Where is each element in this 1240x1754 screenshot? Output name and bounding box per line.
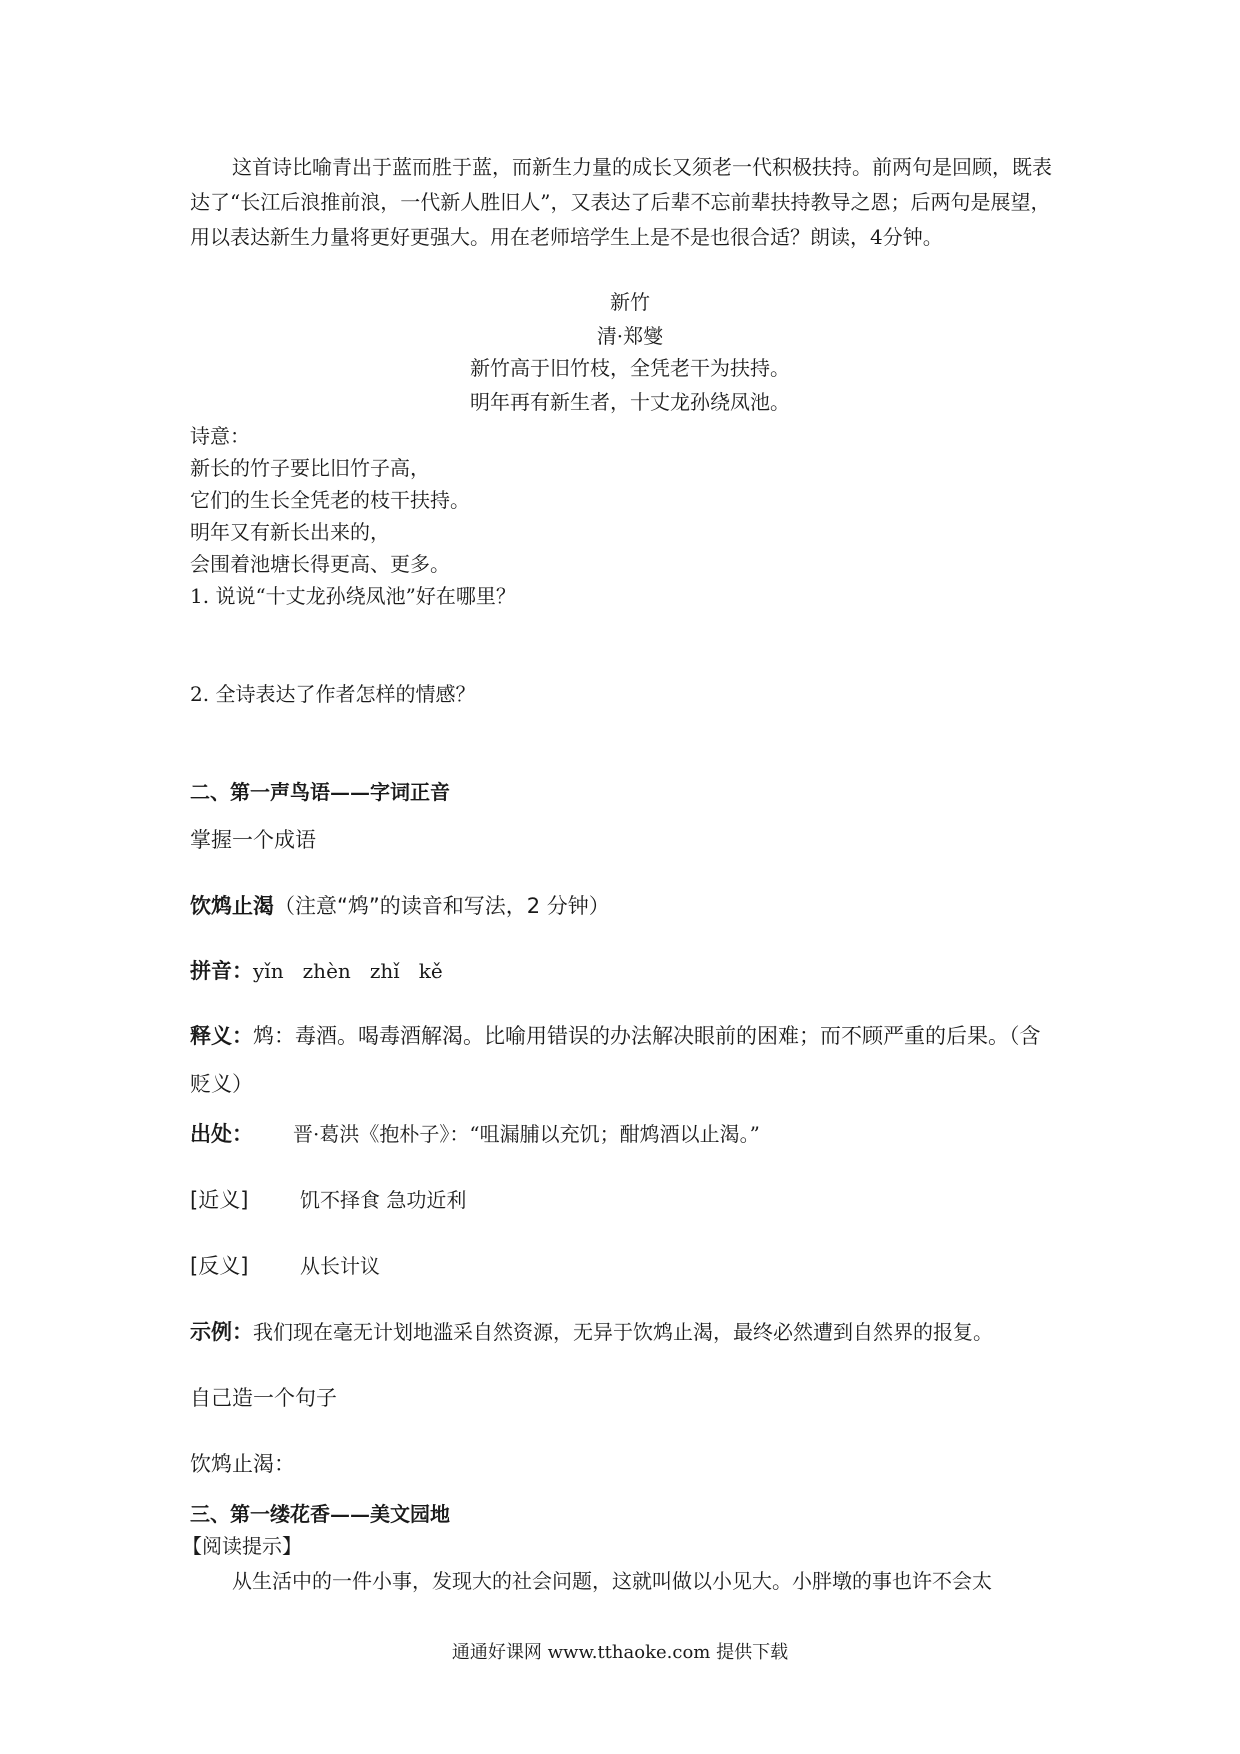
intro-paragraph: 这首诗比喻青出于蓝而胜于蓝，而新生力量的成长又须老一代积极扶持。前两句是回顾，既表达了“长江后浪推前浪，一代新人胜旧人”，又表达了后辈不忘前辈扶持教导之恩；后两句是展望，用以表达新生力量将更好更强大。用在老师培学生上是不是也很合适？朗读，4分钟。 (190, 155, 1052, 249)
reading-tip-text: 从生活中的一件小事，发现大的社会问题，这就叫做以小见大。小胖墩的事也许不会太 (232, 1569, 992, 1593)
section2-heading: 二、第一声鸟语——字词正音 (190, 780, 450, 804)
source-text: 晋·葛洪《抱朴子》：“咀漏脯以充饥；酣鸩酒以止渴。” (293, 1122, 760, 1146)
question-2: 2. 全诗表达了作者怎样的情感？ (190, 682, 476, 706)
poem-line: 明年再有新生者，十丈龙孙绕凤池。 (470, 390, 790, 414)
example-line (190, 1316, 1070, 1346)
meaning-line: 新长的竹子要比旧竹子高， (190, 456, 430, 480)
idiom-line (190, 890, 1070, 920)
idiom-term: 饮鸩止渴 (190, 894, 274, 918)
pinyin-value: yǐn zhèn zhǐ kě (253, 959, 443, 983)
page-footer: 通通好课网 www.tthaoke.com 提供下载 (451, 1642, 789, 1663)
question-1: 1. 说说“十丈龙孙绕凤池”好在哪里？ (190, 584, 516, 608)
meaning-line: 明年又有新长出来的， (190, 520, 390, 544)
antonym-label: [反义] (190, 1254, 249, 1278)
poem-author: 清·郑燮 (596, 324, 664, 348)
meaning-line-1 (190, 1020, 1070, 1050)
meaning-line: 它们的生长全凭老的枝干扶持。 (190, 488, 470, 512)
section3-heading: 三、第一缕花香——美文园地 (190, 1502, 450, 1526)
pinyin-label: 拼音： (190, 959, 253, 983)
meaning-line-2: 贬义） (190, 1072, 253, 1096)
source-line (190, 1118, 1070, 1148)
meaning-label: 释义： (190, 1024, 253, 1048)
antonym-line (190, 1250, 1070, 1280)
task-prompt: 饮鸩止渴： (190, 1452, 295, 1476)
poem-line: 新竹高于旧竹枝，全凭老干为扶持。 (470, 356, 790, 380)
poem-title: 新竹 (610, 290, 650, 314)
synonym-label: [近义] (190, 1188, 249, 1212)
antonym-text: 从长计议 (300, 1254, 380, 1278)
meaning-label: 诗意： (190, 424, 250, 448)
meaning-text: 鸩：毒酒。喝毒酒解渴。比喻用错误的办法解决眼前的困难；而不顾严重的后果。（含 (253, 1024, 1041, 1048)
synonym-text: 饥不择食 急功近利 (300, 1188, 467, 1212)
section2-subheading: 掌握一个成语 (190, 828, 316, 852)
meaning-line: 会围着池塘长得更高、更多。 (190, 552, 450, 576)
pinyin-line (190, 955, 1070, 985)
synonym-line (190, 1184, 1070, 1214)
example-label: 示例： (190, 1320, 253, 1344)
task-text: 自己造一个句子 (190, 1386, 337, 1410)
example-text: 我们现在毫无计划地滥采自然资源，无异于饮鸩止渴，最终必然遭到自然界的报复。 (253, 1320, 993, 1344)
reading-tip-label: 【阅读提示】 (182, 1534, 302, 1558)
source-label: 出处： (190, 1122, 253, 1146)
idiom-note: （注意“鸩”的读音和写法，2 分钟） (274, 894, 610, 918)
